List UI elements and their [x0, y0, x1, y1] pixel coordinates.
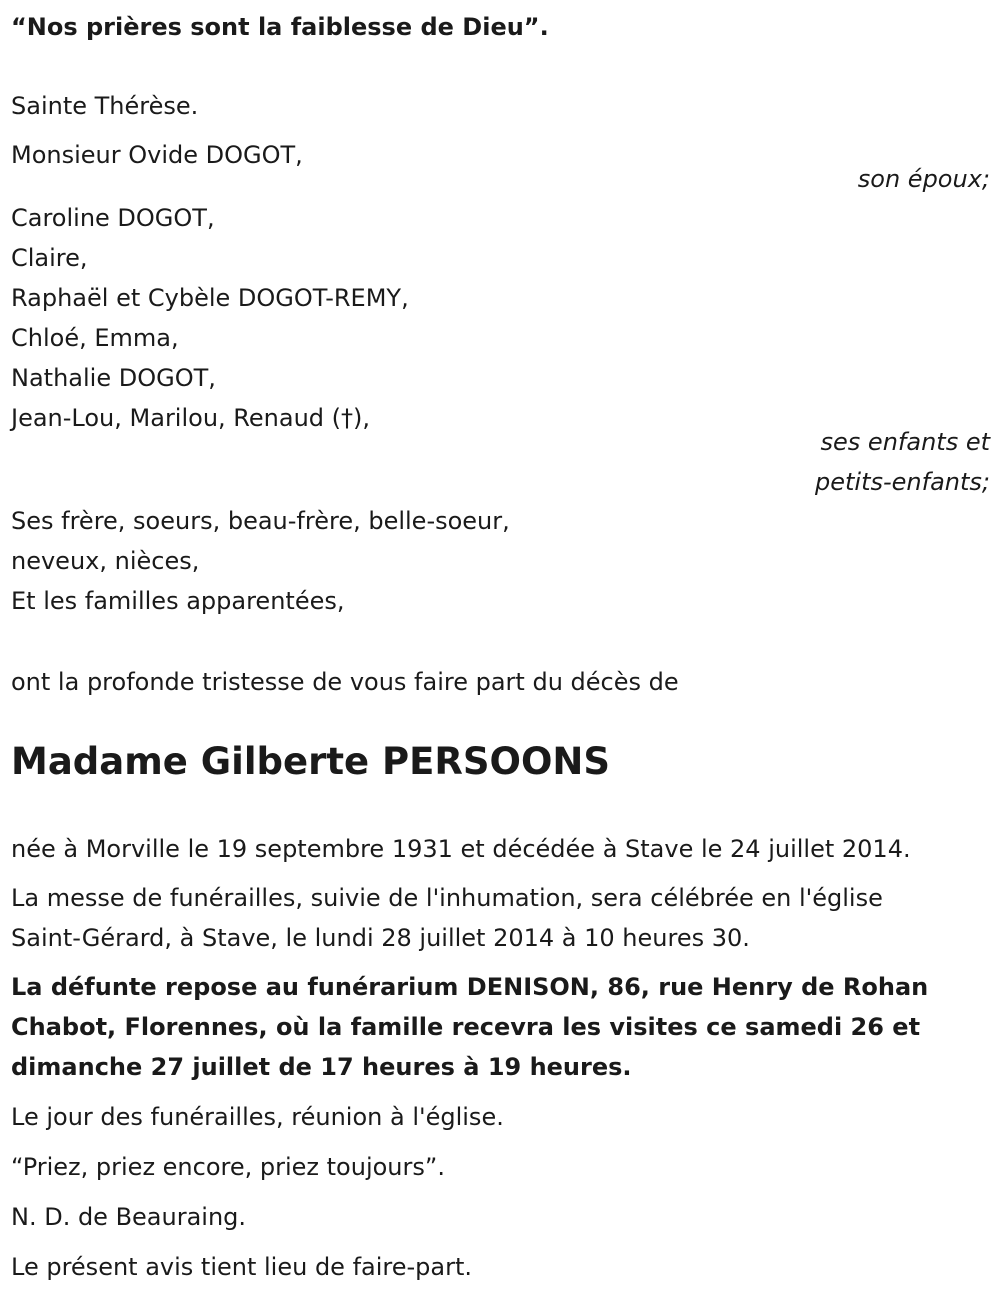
mass-line: Saint-Gérard, à Stave, le lundi 28 juillet 2014 à 10 heures 30.: [11, 924, 750, 952]
meeting-info: Le jour des funérailles, réunion à l'église.: [11, 1103, 504, 1131]
children-role-line2: petits-enfants;: [815, 468, 990, 496]
prayer-quote: “Priez, priez encore, priez toujours”.: [11, 1153, 445, 1181]
notice: Le présent avis tient lieu de faire-part.: [11, 1253, 473, 1281]
prayer-author: N. D. de Beauraing.: [11, 1203, 247, 1231]
child-line: Jean-Lou, Marilou, Renaud (†),: [11, 404, 371, 432]
child-line: Caroline DOGOT,: [11, 204, 215, 232]
family-line: neveux, nièces,: [11, 547, 200, 575]
mass-line: La messe de funérailles, suivie de l'inhumation, sera célébrée en l'église: [11, 884, 883, 912]
deceased-name: Madame Gilberte PERSOONS: [11, 740, 611, 783]
spouse-role: son époux;: [857, 165, 990, 193]
funerarium-line: Chabot, Florennes, où la famille recevra les visites ce samedi 26 et: [11, 1013, 921, 1041]
children-role-line1: ses enfants et: [820, 428, 990, 456]
funerarium-line: La défunte repose au funérarium DENISON, 86, rue Henry de Rohan: [11, 973, 929, 1001]
child-line: Claire,: [11, 244, 88, 272]
child-line: Nathalie DOGOT,: [11, 364, 216, 392]
child-line: Raphaël et Cybèle DOGOT-REMY,: [11, 284, 409, 312]
family-line: Ses frère, soeurs, beau-frère, belle-soeur,: [11, 507, 510, 535]
birth-death-info: née à Morville le 19 septembre 1931 et décédée à Stave le 24 juillet 2014.: [11, 835, 911, 863]
opening-quote: “Nos prières sont la faiblesse de Dieu”.: [11, 13, 549, 41]
child-line: Chloé, Emma,: [11, 324, 179, 352]
announcement: ont la profonde tristesse de vous faire part du décès de: [11, 668, 679, 696]
family-line: Et les familles apparentées,: [11, 587, 345, 615]
quote-author: Sainte Thérèse.: [11, 92, 199, 120]
funerarium-line: dimanche 27 juillet de 17 heures à 19 heures.: [11, 1053, 632, 1081]
spouse-name: Monsieur Ovide DOGOT,: [11, 141, 303, 169]
